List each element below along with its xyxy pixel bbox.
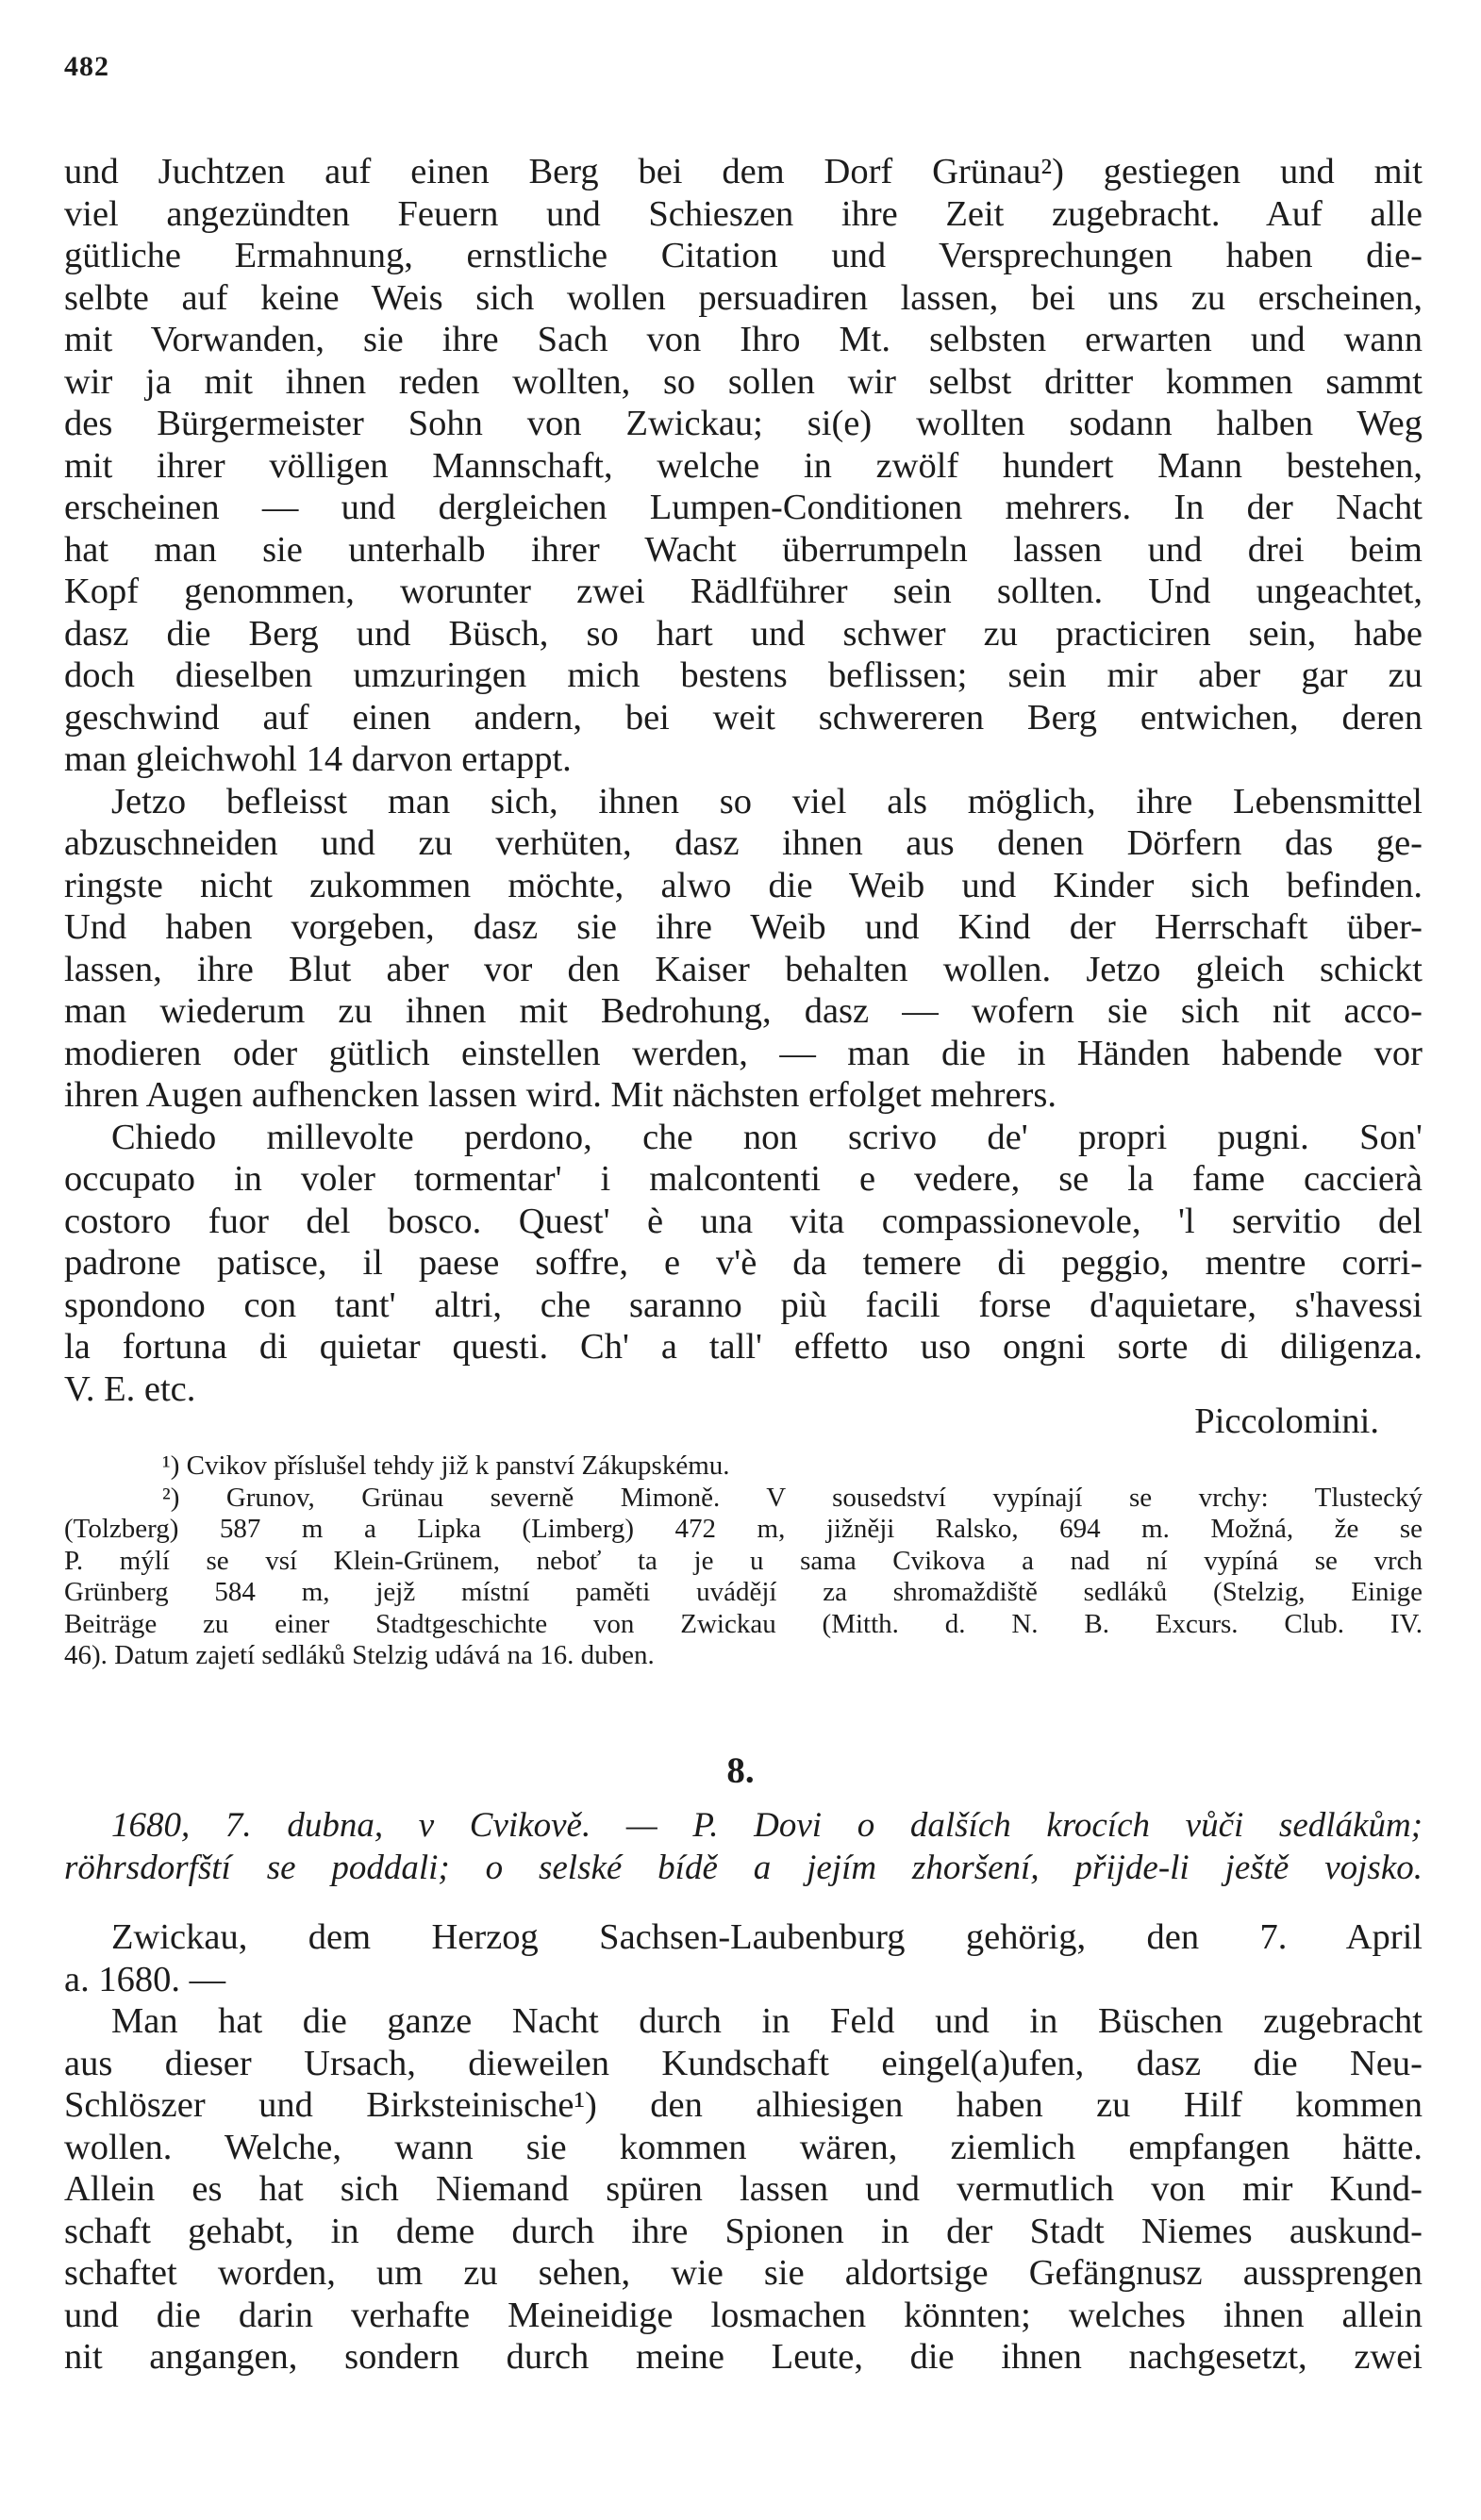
text-line: selbte auf keine Weis sich wollen persuadiren lassen, bei uns zu erscheinen, [64, 277, 1423, 318]
text-line: V. E. etc. [64, 1368, 196, 1409]
paragraph-3 [64, 1117, 1423, 1411]
footnote-line: P. mýlí se vsí Klein-Grünem, neboť ta je u sama Cvikova a nad ní vypíná se vrch [64, 1545, 1423, 1576]
text-line: mit Vorwanden, sie ihre Sach von Ihro Mt. selbsten erwarten und wann [64, 320, 1423, 359]
heading-line: 1680, 7. dubna, v Cvikově. — P. Dovi o dalších krocích vůči sedlákům; [111, 1806, 1423, 1845]
document-heading [64, 1804, 1423, 1889]
text-line: a. 1680. — [64, 1959, 226, 1999]
footnotes [64, 1451, 1423, 1672]
text-line: geschwind auf einen andern, bei weit schwereren Berg entwichen, deren [64, 697, 1423, 738]
text-line: schaft gehabt, in deme durch ihre Spionen in der Stadt Niemes auskund- [64, 2211, 1423, 2251]
text-line: Man hat die ganze Nacht durch in Feld und in Büschen zugebracht [111, 2001, 1423, 2041]
text-line: wollen. Welche, wann sie kommen wären, ziemlich empfangen hätte. [64, 2127, 1423, 2167]
text-line: Zwickau, dem Herzog Sachsen-Laubenburg gehörig, den 7. April [111, 1917, 1423, 1957]
footnote-line: ²) Grunov, Grünau severně Mimoně. V sousedství vypínají se vrchy: Tlustecký [162, 1482, 1423, 1513]
text-line: des Bürgermeister Sohn von Zwickau; si(e) wollten sodann halben Weg [64, 404, 1423, 443]
text-line: la fortuna di quietar questi. Ch' a tall' effetto uso ongni sorte di diligenza. [64, 1327, 1423, 1367]
main-text [64, 151, 1423, 1442]
text-line: aus dieser Ursach, dieweilen Kundschaft eingel(a)ufen, dasz die Neu- [64, 2043, 1423, 2083]
text-line: modieren oder gütlich einstellen werden, — man die in Händen habende vor [64, 1033, 1423, 1073]
document-text [64, 1916, 1423, 2379]
text-line: ringste nicht zukommen möchte, alwo die Weib und Kinder sich befinden. [64, 865, 1423, 905]
text-line: doch dieselben umzuringen mich bestens beflissen; sein mir aber gar zu [64, 655, 1423, 695]
text-line: costoro fuor del bosco. Quest' è una vita compassionevole, 'l servitio del [64, 1201, 1423, 1241]
text-line: Allein es hat sich Niemand spüren lassen und vermutlich von mir Kund- [64, 2169, 1423, 2209]
heading-line: röhrsdorfští se poddali; o selské bídě a jejím zhoršení, přijde-li ještě vojsko. [64, 1849, 1423, 1887]
text-line: erscheinen — und dergleichen Lumpen-Conditionen mehrers. In der Nacht [64, 488, 1423, 527]
text-line: mit ihrer völligen Mannschaft, welche in zwölf hundert Mann bestehen, [64, 445, 1423, 486]
signature: Piccolomini. [1194, 1401, 1379, 1441]
text-line: und die darin verhafte Meineidige losmachen könnten; welches ihnen allein [64, 2295, 1423, 2335]
footnote-line: Beiträge zu einer Stadtgeschichte von Zwickau (Mitth. d. N. B. Excurs. Club. IV. [64, 1608, 1423, 1639]
page-number: 482 [64, 51, 109, 82]
footnote-line: ¹) Cvikov příslušel tehdy již k panství Zákupskému. [162, 1451, 730, 1481]
footnote-line: (Tolzberg) 587 m a Lipka (Limberg) 472 m, jižněji Ralsko, 694 m. Možná, že se [64, 1514, 1423, 1544]
text-line: man gleichwohl 14 darvon ertappt. [64, 739, 572, 779]
text-line: abzuschneiden und zu verhüten, dasz ihnen aus denen Dörfern das ge- [64, 823, 1423, 863]
text-line: und Juchtzen auf einen Berg bei dem Dorf Grünau²) gestiegen und mit [64, 152, 1423, 191]
document-body [64, 2000, 1423, 2379]
paragraph-1 [64, 151, 1423, 781]
text-line: gütliche Ermahnung, ernstliche Citation und Versprechungen haben die- [64, 236, 1423, 275]
text-line: Jetzo befleisst man sich, ihnen so viel als möglich, ihre Lebensmittel [111, 781, 1423, 821]
text-line: lassen, ihre Blut aber vor den Kaiser behalten wollen. Jetzo gleich schickt [64, 949, 1423, 989]
document-header [64, 1916, 1423, 2000]
footnote-line: Grünberg 584 m, jejž místní paměti uvádějí za shromaždiště sedláků (Stelzig, Einige [64, 1577, 1423, 1607]
text-line: occupato in voler tormentar' i malcontenti e vedere, se la fame caccierà [64, 1159, 1423, 1199]
text-line: wir ja mit ihnen reden wollten, so sollen wir selbst dritter kommen sammt [64, 361, 1423, 402]
text-line: hat man sie unterhalb ihrer Wacht überrumpeln lassen und drei beim [64, 529, 1423, 570]
text-line: man wiederum zu ihnen mit Bedrohung, dasz — wofern sie sich nit acco- [64, 991, 1423, 1031]
paragraph-2 [64, 781, 1423, 1117]
text-line: Schlöszer und Birksteinische¹) den alhiesigen haben zu Hilf kommen [64, 2085, 1423, 2125]
text-line: viel angezündten Feuern und Schieszen ihre Zeit zugebracht. Auf alle [64, 193, 1423, 234]
text-line: Und haben vorgeben, dasz sie ihre Weib und Kind der Herrschaft über- [64, 907, 1423, 947]
text-line: spondono con tant' altri, che saranno più facili forse d'aquietare, s'havessi [64, 1285, 1423, 1325]
text-line: nit angangen, sondern durch meine Leute, die ihnen nachgesetzt, zwei [64, 2337, 1423, 2377]
text-line: Kopf genommen, worunter zwei Rädlführer sein sollten. Und ungeachtet, [64, 572, 1423, 611]
text-line: dasz die Berg und Büsch, so hart und schwer zu practiciren sein, habe [64, 613, 1423, 654]
text-line: padrone patisce, il paese soffre, e v'è da temere di peggio, mentre corri- [64, 1243, 1423, 1283]
text-line: schaftet worden, um zu sehen, wie sie aldortsige Gefängnusz aussprengen [64, 2253, 1423, 2293]
footnote-line: 46). Datum zajetí sedláků Stelzig udává na 16. duben. [64, 1640, 655, 1670]
document-number: 8. [726, 1750, 755, 1791]
text-line: ihren Augen aufhencken lassen wird. Mit nächsten erfolget mehrers. [64, 1075, 1057, 1115]
text-line: Chiedo millevolte perdono, che non scrivo de' propri pugni. Son' [111, 1117, 1423, 1157]
